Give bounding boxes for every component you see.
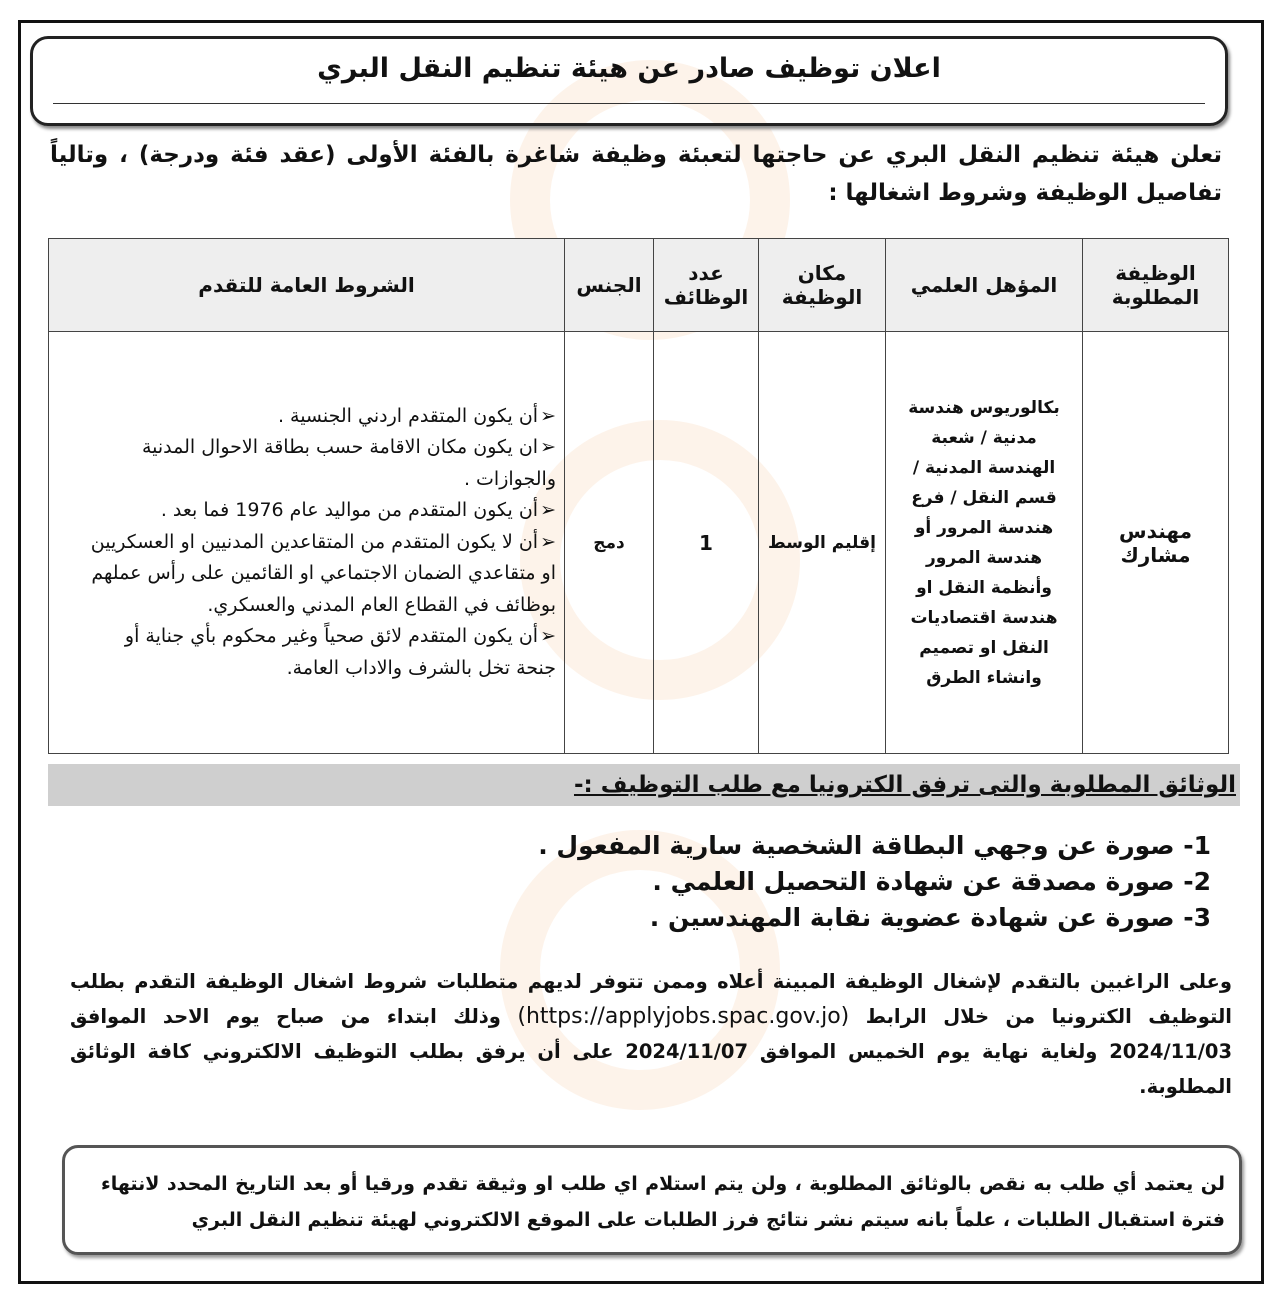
documents-list [538,828,1211,936]
document-item: 3- صورة عن شهادة عضوية نقابة المهندسين . [649,903,1211,932]
title-box [30,36,1228,126]
header-count: عدد الوظائف [654,239,759,332]
cell-conditions [49,332,565,754]
job-table [48,238,1229,754]
page-title: اعلان توظيف صادر عن هيئة تنظيم النقل البري [317,53,941,84]
header-job: الوظيفة المطلوبة [1083,239,1229,332]
condition-item: ➢ أن لا يكون المتقدم من المتقاعدين المدنيين او العسكريين او متقاعدي الضمان الاجتماعي او القائمين على رأس عملهم بوظائف في القطاع العام المدني والعسكري. [79,527,556,622]
document-item: 2- صورة مصدقة عن شهادة التحصيل العلمي . [652,867,1211,896]
cell-job: مهندس مشارك [1083,332,1229,754]
header-gender: الجنس [565,239,654,332]
cell-gender: دمج [565,332,654,754]
condition-item: ➢ أن يكون المتقدم لائق صحياً وغير محكوم بأي جناية أو جنحة تخل بالشرف والاداب العامة. [79,621,556,684]
document-item: 1- صورة عن وجهي البطاقة الشخصية سارية المفعول . [538,831,1211,860]
note-box [62,1145,1242,1255]
table-row [49,332,1229,754]
header-conditions: الشروط العامة للتقدم [49,239,565,332]
application-dates-text: وذلك ابتداء من صباح يوم الاحد الموافق 2024/11/03 ولغاية نهاية يوم الخميس الموافق 2024/11/07 على أن يرفق بطلب التوظيف الالكتروني كافة الوثائق المطلوبة. [70,1005,1233,1098]
condition-item: ➢ أن يكون المتقدم من مواليد عام 1976 فما بعد . [79,495,556,527]
note-text: لن يعتمد أي طلب به نقص بالوثائق المطلوبة ، ولن يتم استلام اي طلب او وثيقة تقدم ورقيا أو بعد التاريخ المحدد لانتهاء فترة استقبال الطلبات ، علماً بانه سيتم نشر نتائج فرز الطلبات على الموقع الالكتروني لهيئة تنظيم النقل البري [101,1173,1225,1231]
cell-qualification: بكالوريوس هندسة مدنية / شعبة الهندسة المدنية / قسم النقل / فرع هندسة المرور أو هندسة المرور وأنظمة النقل او هندسة اقتصاديات النقل او تصميم وانشاء الطرق [886,332,1083,754]
intro-text: تعلن هيئة تنظيم النقل البري عن حاجتها لتعبئة وظيفة شاغرة بالفئة الأولى (عقد فئة ودرجة) ، وتالياً تفاصيل الوظيفة وشروط اشغالها : [50,142,1222,206]
cell-count: 1 [654,332,759,754]
application-paragraph [70,964,1232,1104]
table-header-row [49,239,1229,332]
header-qualification: المؤهل العلمي [886,239,1083,332]
header-place: مكان الوظيفة [759,239,886,332]
documents-heading-band [48,764,1240,806]
condition-item: ➢ أن يكون المتقدم اردني الجنسية . [79,401,556,433]
title-underline [53,103,1205,104]
cell-place: إقليم الوسط [759,332,886,754]
application-text: وعلى الراغبين بالتقدم لإشغال الوظيفة المبينة أعلاه وممن تتوفر لديهم متطلبات شروط اشغال الوظيفة التقدم بطلب التوظيف الكترونيا من خلال الرابط [70,970,1232,1028]
documents-heading: الوثائق المطلوبة والتى ترفق الكترونيا مع طلب التوظيف :- [573,772,1236,798]
application-link[interactable]: (https://applyjobs.spac.gov.jo) [517,1004,850,1029]
condition-item: ➢ ان يكون مكان الاقامة حسب بطاقة الاحوال المدنية والجوازات . [79,432,556,495]
